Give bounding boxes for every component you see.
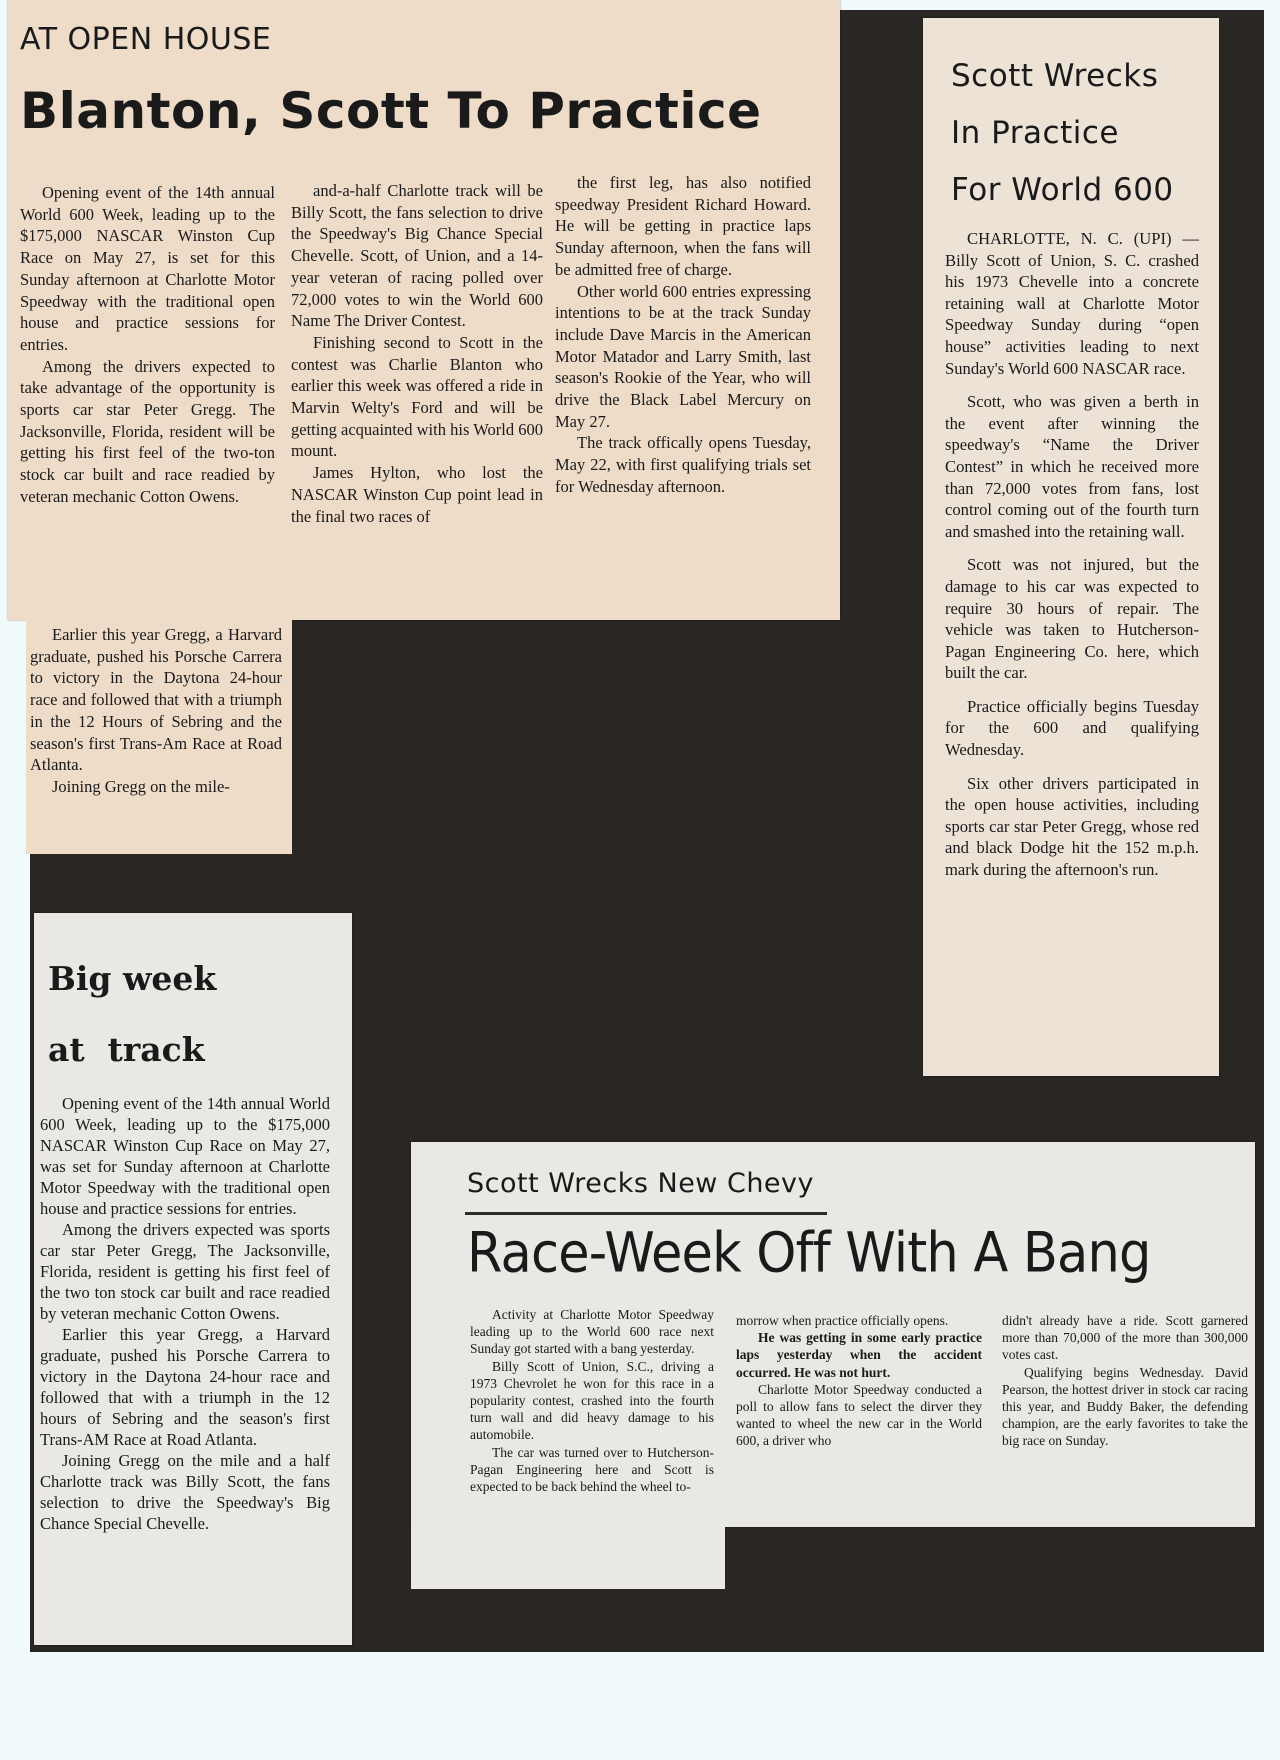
clip3-para: Among the drivers expected was sports car star Peter Gregg, The Jacksonville, Florida, resident is getting his first feel of the two ton stock car built and race readied by veteran mechanic Cotton Owens.	[40, 1220, 330, 1323]
clip2-headline-line: For World 600	[951, 172, 1174, 208]
clip3-headline	[48, 943, 216, 1085]
clip4-col1-para: The car was turned over to Hutcherson-Pagan Engineering here and Scott is expected to be back behind the wheel to-	[470, 1444, 714, 1495]
clip1-column-1	[20, 182, 275, 508]
clipping-blanton-scott	[8, 0, 840, 620]
clip4-col2-rest: Charlotte Motor Speedway conducted a poll to allow fans to select the dirver they wanted to wheel the new car in the World 600, a driver who	[736, 1381, 982, 1449]
clip3-headline-line: at track	[48, 1030, 205, 1069]
clip2-para: Scott was not injured, but the damage to his car was expected to require 30 hours of repair. The vehicle was taken to Hutcherson-Pagan Engineering Co. here, which built the car.	[945, 555, 1199, 683]
clip1-col3-para: Other world 600 entries expressing intentions to be at the track Sunday include Dave Marcis in the American Motor Matador and Larry Smith, last season's Rookie of the Year, who will drive the Black Label Mercury on May 27.	[555, 281, 811, 431]
clip2-para: Scott, who was given a berth in the event after winning the speedway's “Name the Driver Contest” in which he received more than 72,000 votes from fans, lost control coming out of the fourth turn and smashed into the retaining wall.	[945, 392, 1199, 541]
clip1-col1b-para: Joining Gregg on the mile-	[52, 776, 230, 796]
clip2-para: Practice officially begins Tuesday for the 600 and qualifying Wednesday.	[945, 696, 1199, 760]
clip1-col2-para: James Hylton, who lost the NASCAR Winston Cup point lead in the final two races of	[291, 463, 543, 526]
clip4-column-2	[736, 1312, 982, 1450]
clip4-col1-para: Billy Scott of Union, S.C., driving a 1973 Chevrolet he won for this race in a popularity contest, crashed into the fourth turn wall and did heavy damage to his automobile.	[470, 1358, 714, 1443]
clip2-headline-line: Scott Wrecks	[951, 58, 1159, 94]
clip4-kicker-underline	[465, 1212, 827, 1215]
clip1-col2-para: Finishing second to Scott in the contest was Charlie Blanton who earlier this week was offered a ride in Marvin Welty's Ford and will be getting acquainted with his World 600 mount.	[291, 332, 543, 461]
clip2-headline	[951, 48, 1174, 219]
clip4-col2-intro: morrow when practice officially opens.	[736, 1313, 949, 1328]
clip3-body	[40, 1093, 330, 1534]
clipping-race-week-tab	[411, 1527, 725, 1589]
clip4-col3-para: Qualifying begins Wednesday. David Pearson, the hottest driver in stock car racing this year, and Buddy Baker, the defending champion, are the early favorites to take the big race on Sunday.	[1002, 1364, 1248, 1449]
clip1-headline: Blanton, Scott To Practice	[20, 82, 762, 140]
clip4-col1-para: Activity at Charlotte Motor Speedway leading up to the World 600 race next Sunday got started with a bang yesterday.	[470, 1307, 714, 1357]
clip2-headline-line: In Practice	[951, 115, 1119, 151]
clip3-para: Opening event of the 14th annual World 600 Week, leading up to the $175,000 NASCAR Winston Cup Race on May 27, was set for Sunday afternoon at Charlotte Motor Speedway with the traditional open house and practice sessions for entries.	[40, 1094, 330, 1218]
clip2-para: Six other drivers participated in the open house activities, including sports car star Peter Gregg, whose red and black Dodge hit the 152 m.p.h. mark during the afternoon's run.	[945, 773, 1199, 880]
clip1-col1-para: Among the drivers expected to take advantage of the opportunity is sports car star Peter Gregg. The Jacksonville, Florida, resident will be getting his first feel of the two-ton stock car built and race readied by veteran mechanic Cotton Owens.	[20, 356, 275, 506]
clip4-col3-para: didn't already have a ride. Scott garnered more than 70,000 of the more than 300,000 votes cast.	[1002, 1313, 1248, 1363]
clip1-col3-para: the first leg, has also notified speedway President Richard Howard. He will be getting in practice laps Sunday afternoon, when the fans will be admitted free of charge.	[555, 173, 811, 279]
clipping-big-week	[34, 913, 352, 1645]
clip2-para: CHARLOTTE, N. C. (UPI) — Billy Scott of Union, S. C. crashed his 1973 Chevelle into a concrete retaining wall at Charlotte Motor Speedway Sunday during “open house” activities leading to next Sunday's World 600 NASCAR race.	[945, 229, 1199, 378]
clip3-para: Earlier this year Gregg, a Harvard graduate, pushed his Porsche Carrera to victory in the Daytona 24-hour race and followed that with a triumph in the 12 hours of Sebring and the season's first Trans-AM Race at Road Atlanta.	[40, 1325, 330, 1449]
clip2-body	[945, 228, 1199, 881]
clipping-scott-wrecks-practice	[923, 18, 1219, 1076]
clip4-col2-bold: He was getting in some early practice laps yesterday when the accident occurred. He was not hurt.	[736, 1330, 982, 1380]
clip1-col1-para: Opening event of the 14th annual World 600 Week, leading up to the $175,000 NASCAR Winston Cup Race on May 27, is set for this Sunday afternoon at Charlotte Motor Speedway with the traditional open house and practice sessions for entries.	[20, 183, 275, 354]
clip1-column-2	[291, 180, 543, 527]
clip3-para: Joining Gregg on the mile and a half Charlotte track was Billy Scott, the fans selection to drive the Speedway's Big Chance Special Chevelle.	[40, 1451, 330, 1533]
clip1-kicker: AT OPEN HOUSE	[20, 22, 272, 57]
clip1-col1b-para: Earlier this year Gregg, a Harvard graduate, pushed his Porsche Carrera to victory in the Daytona 24-hour race and followed that with a triumph in the 12 Hours of Sebring and the season's first Trans-Am Race at Road Atlanta.	[30, 625, 282, 775]
clip3-headline-line: Big week	[48, 959, 217, 998]
clip4-column-3	[1002, 1312, 1248, 1450]
clipping-blanton-scott-tab	[26, 620, 292, 854]
clip4-kicker: Scott Wrecks New Chevy	[467, 1168, 814, 1199]
clip1-column-3	[555, 172, 811, 498]
clip1-column-1b	[30, 624, 282, 798]
clip1-col3-para: The track offically opens Tuesday, May 22, with first qualifying trials set for Wednesday afternoon.	[555, 433, 811, 496]
clip4-headline: Race-Week Off With A Bang	[467, 1222, 1151, 1286]
clip4-column-1	[470, 1306, 714, 1495]
clip1-col2-para: and-a-half Charlotte track will be Billy Scott, the fans selection to drive the Speedway's Big Chance Special Chevelle. Scott, of Union, and a 14-year veteran of racing polled over 72,000 votes to win the World 600 Name The Driver Contest.	[291, 181, 543, 331]
